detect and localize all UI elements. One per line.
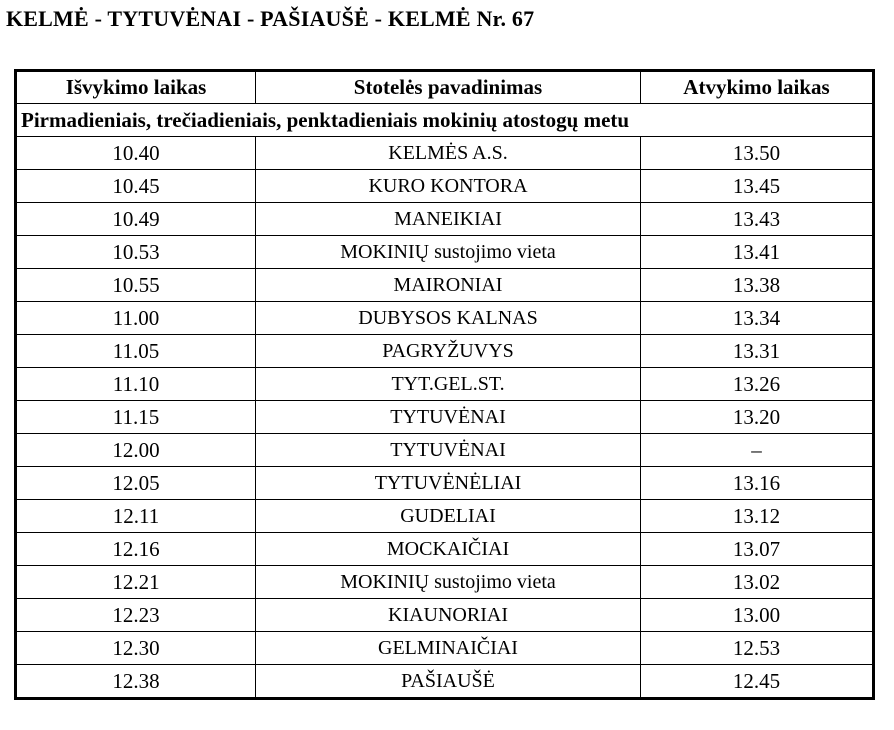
stop-name-cell: KURO KONTORA: [256, 170, 641, 203]
arrival-time-cell: 12.45: [641, 665, 873, 698]
stop-name-cell: PAGRYŽUVYS: [256, 335, 641, 368]
table-row: [17, 665, 873, 698]
header-row: [17, 72, 873, 104]
stop-name-cell: MAIRONIAI: [256, 269, 641, 302]
arrival-time-cell: 13.07: [641, 533, 873, 566]
stop-name-cell: DUBYSOS KALNAS: [256, 302, 641, 335]
timetable: [16, 71, 873, 698]
arrival-time-cell: 13.26: [641, 368, 873, 401]
stop-name-cell: KIAUNORIAI: [256, 599, 641, 632]
table-row: [17, 401, 873, 434]
stop-name-cell: GELMINAIČIAI: [256, 632, 641, 665]
document-title: KELMĖ - TYTUVĖNAI - PAŠIAUŠĖ - KELMĖ Nr. 67: [6, 6, 535, 31]
departure-time-cell: 10.53: [17, 236, 256, 269]
arrival-time-cell: 13.02: [641, 566, 873, 599]
departure-time-cell: 12.00: [17, 434, 256, 467]
table-row: [17, 137, 873, 170]
table-row: [17, 500, 873, 533]
arrival-time-cell: 13.43: [641, 203, 873, 236]
table-row: [17, 434, 873, 467]
arrival-time-cell: 13.34: [641, 302, 873, 335]
table-row: [17, 533, 873, 566]
stop-name-cell: TYT.GEL.ST.: [256, 368, 641, 401]
stop-name-cell: KELMĖS A.S.: [256, 137, 641, 170]
departure-time-cell: 10.40: [17, 137, 256, 170]
arrival-time-cell: 13.45: [641, 170, 873, 203]
table-row: [17, 203, 873, 236]
arrival-time-header: Atvykimo laikas: [641, 72, 873, 104]
departure-time-cell: 10.45: [17, 170, 256, 203]
table-row: [17, 236, 873, 269]
departure-time-cell: 11.00: [17, 302, 256, 335]
timetable-frame: [14, 69, 875, 700]
table-row: [17, 599, 873, 632]
departure-time-cell: 12.23: [17, 599, 256, 632]
arrival-time-cell: –: [641, 434, 873, 467]
table-row: [17, 302, 873, 335]
departure-time-cell: 12.05: [17, 467, 256, 500]
stop-name-cell: TYTUVĖNAI: [256, 401, 641, 434]
arrival-time-cell: 13.20: [641, 401, 873, 434]
stop-name-header: Stotelės pavadinimas: [256, 72, 641, 104]
stop-name-cell: TYTUVĖNAI: [256, 434, 641, 467]
departure-time-cell: 12.38: [17, 665, 256, 698]
timetable-body: [17, 104, 873, 698]
departure-time-cell: 10.49: [17, 203, 256, 236]
stop-name-cell: PAŠIAUŠĖ: [256, 665, 641, 698]
departure-time-cell: 12.30: [17, 632, 256, 665]
table-row: [17, 566, 873, 599]
table-row: [17, 467, 873, 500]
table-row: [17, 368, 873, 401]
arrival-time-cell: 13.38: [641, 269, 873, 302]
arrival-time-cell: 13.50: [641, 137, 873, 170]
departure-time-header: Išvykimo laikas: [17, 72, 256, 104]
section-row: [17, 104, 873, 137]
stop-name-cell: MOCKAIČIAI: [256, 533, 641, 566]
table-row: [17, 335, 873, 368]
stop-name-cell: MOKINIŲ sustojimo vieta: [256, 236, 641, 269]
departure-time-cell: 12.16: [17, 533, 256, 566]
arrival-time-cell: 13.12: [641, 500, 873, 533]
arrival-time-cell: 13.41: [641, 236, 873, 269]
departure-time-cell: 12.11: [17, 500, 256, 533]
departure-time-cell: 11.15: [17, 401, 256, 434]
arrival-time-cell: 12.53: [641, 632, 873, 665]
arrival-time-cell: 13.00: [641, 599, 873, 632]
stop-name-cell: MOKINIŲ sustojimo vieta: [256, 566, 641, 599]
departure-time-cell: 10.55: [17, 269, 256, 302]
arrival-time-cell: 13.16: [641, 467, 873, 500]
table-row: [17, 269, 873, 302]
stop-name-cell: GUDELIAI: [256, 500, 641, 533]
departure-time-cell: 11.05: [17, 335, 256, 368]
service-days-label: Pirmadieniais, trečiadieniais, penktadieniais mokinių atostogų metu: [17, 104, 873, 137]
departure-time-cell: 12.21: [17, 566, 256, 599]
stop-name-cell: TYTUVĖNĖLIAI: [256, 467, 641, 500]
arrival-time-cell: 13.31: [641, 335, 873, 368]
table-row: [17, 632, 873, 665]
table-row: [17, 170, 873, 203]
departure-time-cell: 11.10: [17, 368, 256, 401]
stop-name-cell: MANEIKIAI: [256, 203, 641, 236]
